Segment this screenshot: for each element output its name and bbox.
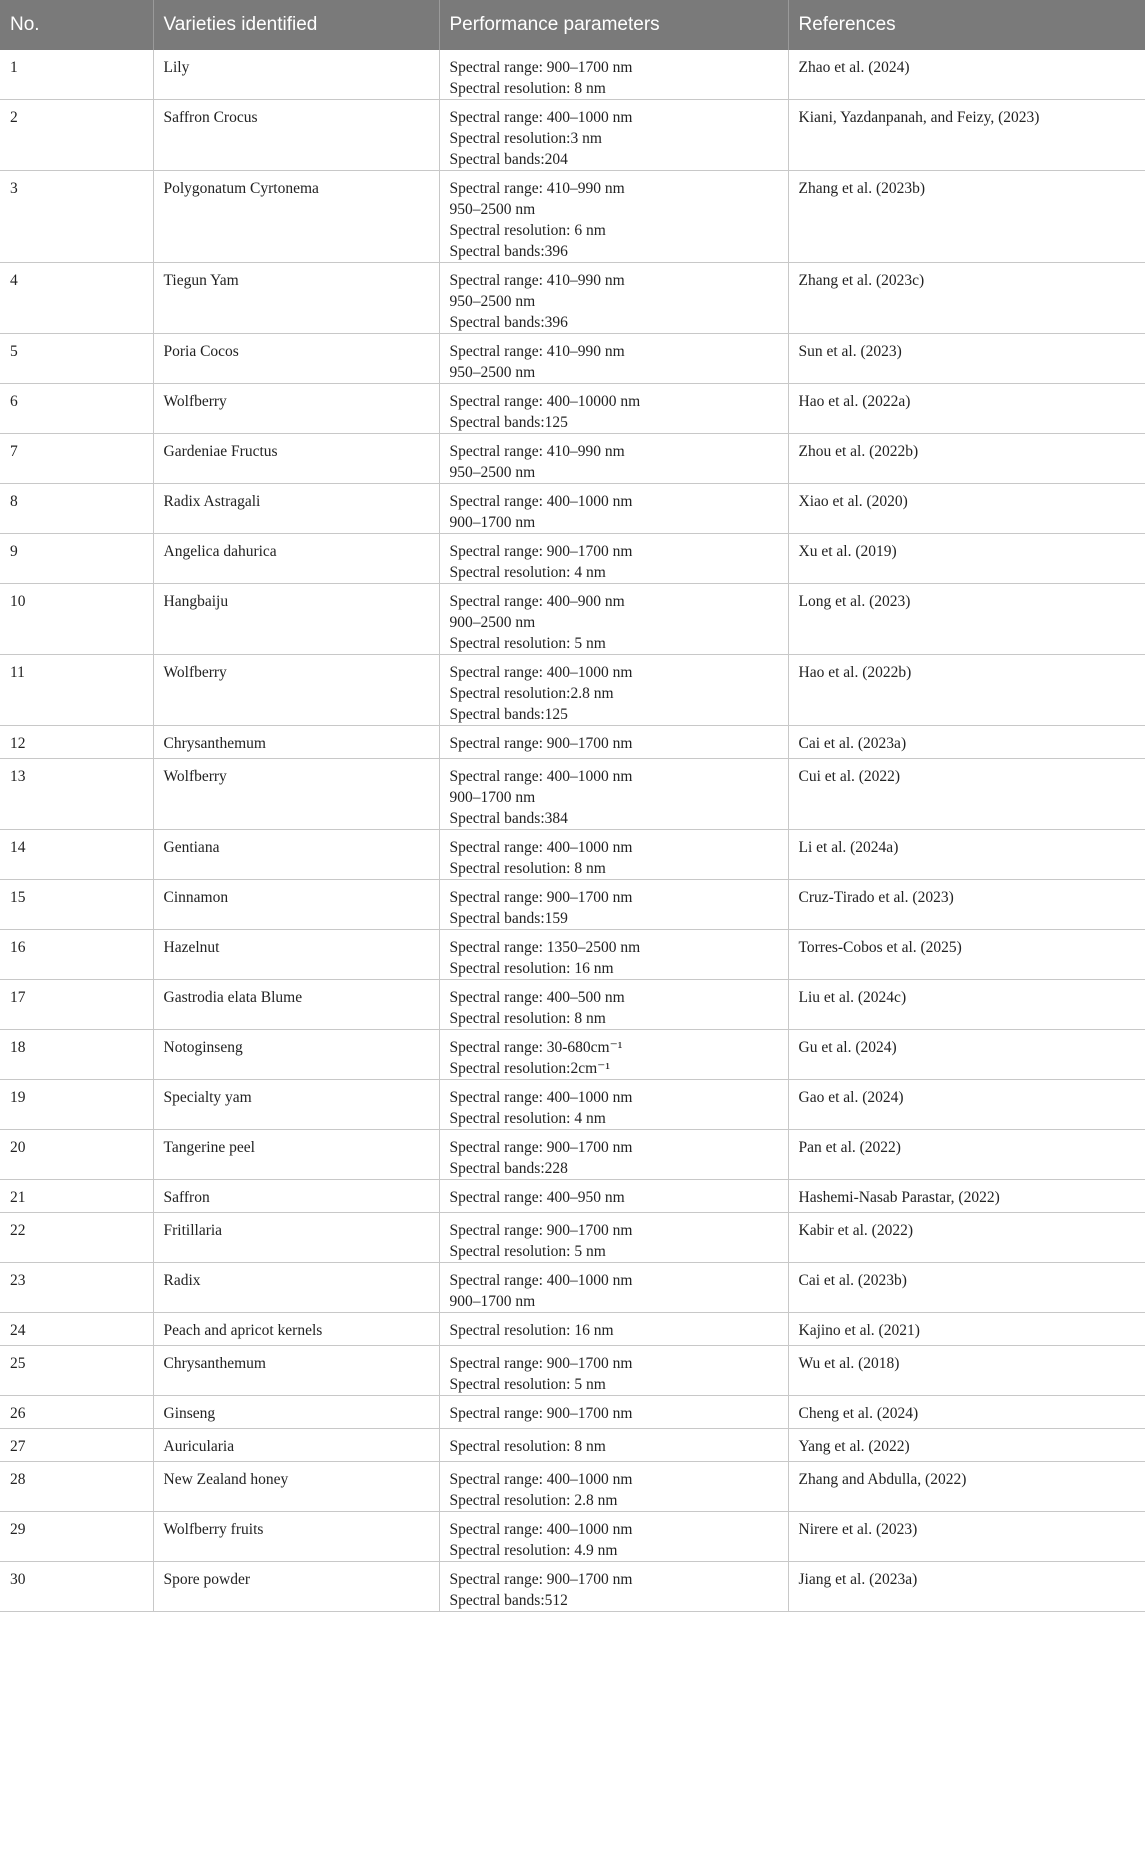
param-line: Spectral range: 1350–2500 nm [449,939,641,956]
cell-no: 14 [0,830,153,880]
cell-reference: Xu et al. (2019) [788,534,1145,584]
header-references: References [788,0,1145,50]
header-params: Performance parameters [439,0,788,50]
param-line: Spectral resolution: 16 nm [449,960,614,977]
cell-variety: Lily [153,50,439,100]
cell-params [439,1429,788,1462]
cell-variety: Cinnamon [153,880,439,930]
cell-variety: Wolfberry fruits [153,1512,439,1562]
cell-reference: Zhang et al. (2023c) [788,263,1145,334]
cell-variety: Angelica dahurica [153,534,439,584]
cell-variety: Notoginseng [153,1030,439,1080]
cell-reference: Nirere et al. (2023) [788,1512,1145,1562]
table-row [0,384,1145,434]
param-line: Spectral resolution: 8 nm [449,80,606,97]
cell-variety: Gastrodia elata Blume [153,980,439,1030]
cell-params [439,334,788,384]
cell-no: 20 [0,1130,153,1180]
header-variety: Varieties identified [153,0,439,50]
param-line: Spectral range: 400–950 nm [449,1189,625,1206]
param-line: 950–2500 nm [449,464,536,481]
cell-variety: Wolfberry [153,384,439,434]
cell-reference: Long et al. (2023) [788,584,1145,655]
cell-no: 11 [0,655,153,726]
param-line: Spectral range: 400–1000 nm [449,109,633,126]
table-row [0,1130,1145,1180]
cell-no: 3 [0,171,153,263]
param-line: Spectral resolution: 6 nm [449,222,606,239]
table-row [0,880,1145,930]
cell-reference: Zhou et al. (2022b) [788,434,1145,484]
cell-no: 27 [0,1429,153,1462]
cell-params [439,1462,788,1512]
cell-reference: Kiani, Yazdanpanah, and Feizy, (2023) [788,100,1145,171]
cell-no: 1 [0,50,153,100]
cell-reference: Hao et al. (2022b) [788,655,1145,726]
param-line: Spectral bands:125 [449,414,568,431]
cell-no: 29 [0,1512,153,1562]
table-row [0,980,1145,1030]
param-line: Spectral range: 400–500 nm [449,989,625,1006]
cell-params [439,171,788,263]
cell-variety: Poria Cocos [153,334,439,384]
param-line: Spectral range: 900–1700 nm [449,1571,633,1588]
table-row [0,655,1145,726]
param-line: Spectral range: 400–1000 nm [449,664,633,681]
cell-variety: Radix Astragali [153,484,439,534]
table-row [0,1462,1145,1512]
cell-params [439,263,788,334]
cell-variety: Polygonatum Cyrtonema [153,171,439,263]
param-line: Spectral range: 400–1000 nm [449,1272,633,1289]
cell-params [439,1263,788,1313]
cell-params [439,1562,788,1612]
cell-params [439,534,788,584]
table-row [0,1313,1145,1346]
cell-reference: Gao et al. (2024) [788,1080,1145,1130]
cell-params [439,1180,788,1213]
table-row [0,171,1145,263]
cell-reference: Cheng et al. (2024) [788,1396,1145,1429]
param-line: Spectral range: 410–990 nm [449,272,625,289]
param-line: 900–1700 nm [449,514,536,531]
param-line: Spectral range: 400–1000 nm [449,1089,633,1106]
cell-params [439,759,788,830]
cell-params [439,584,788,655]
cell-params [439,830,788,880]
param-line: Spectral resolution: 4.9 nm [449,1542,618,1559]
param-line: Spectral resolution:2.8 nm [449,685,614,702]
param-line: Spectral range: 400–1000 nm [449,1521,633,1538]
cell-reference: Zhao et al. (2024) [788,50,1145,100]
param-line: Spectral range: 900–1700 nm [449,1355,633,1372]
table-row [0,1346,1145,1396]
cell-no: 7 [0,434,153,484]
param-line: Spectral bands:159 [449,910,568,927]
cell-reference: Zhang and Abdulla, (2022) [788,1462,1145,1512]
cell-reference: Sun et al. (2023) [788,334,1145,384]
cell-reference: Xiao et al. (2020) [788,484,1145,534]
table-row [0,263,1145,334]
cell-variety: Saffron [153,1180,439,1213]
param-line: 900–2500 nm [449,614,536,631]
cell-reference: Yang et al. (2022) [788,1429,1145,1462]
param-line: Spectral resolution: 2.8 nm [449,1492,618,1509]
table-row [0,334,1145,384]
cell-reference: Hao et al. (2022a) [788,384,1145,434]
param-line: Spectral range: 400–900 nm [449,593,625,610]
param-line: Spectral resolution: 5 nm [449,1243,606,1260]
cell-reference: Li et al. (2024a) [788,830,1145,880]
cell-params [439,1396,788,1429]
cell-reference: Cui et al. (2022) [788,759,1145,830]
cell-reference: Wu et al. (2018) [788,1346,1145,1396]
table-row [0,1396,1145,1429]
cell-no: 16 [0,930,153,980]
param-line: Spectral range: 30-680cm⁻¹ [449,1039,623,1056]
table-row [0,434,1145,484]
cell-no: 28 [0,1462,153,1512]
cell-no: 30 [0,1562,153,1612]
param-line: Spectral resolution: 8 nm [449,860,606,877]
param-line: Spectral resolution: 16 nm [449,1322,614,1339]
cell-no: 8 [0,484,153,534]
table-row [0,1213,1145,1263]
cell-variety: Fritillaria [153,1213,439,1263]
cell-variety: Gardeniae Fructus [153,434,439,484]
table-body [0,50,1145,1612]
param-line: Spectral range: 410–990 nm [449,343,625,360]
cell-reference: Zhang et al. (2023b) [788,171,1145,263]
param-line: Spectral resolution: 8 nm [449,1438,606,1455]
param-line: Spectral resolution: 5 nm [449,1376,606,1393]
table-row [0,726,1145,759]
cell-variety: Chrysanthemum [153,726,439,759]
cell-params [439,1130,788,1180]
cell-variety: Auricularia [153,1429,439,1462]
cell-variety: Specialty yam [153,1080,439,1130]
table-row [0,1263,1145,1313]
table-row [0,50,1145,100]
table-row [0,1512,1145,1562]
param-line: Spectral range: 900–1700 nm [449,1139,633,1156]
cell-no: 22 [0,1213,153,1263]
param-line: Spectral range: 900–1700 nm [449,889,633,906]
param-line: 950–2500 nm [449,364,536,381]
param-line: Spectral bands:204 [449,151,568,168]
cell-no: 17 [0,980,153,1030]
table-row [0,100,1145,171]
table-row [0,1429,1145,1462]
table-row [0,830,1145,880]
cell-variety: Wolfberry [153,655,439,726]
cell-reference: Cruz-Tirado et al. (2023) [788,880,1145,930]
cell-variety: Wolfberry [153,759,439,830]
cell-reference: Hashemi-Nasab Parastar, (2022) [788,1180,1145,1213]
cell-no: 19 [0,1080,153,1130]
param-line: Spectral bands:125 [449,706,568,723]
param-line: Spectral range: 400–1000 nm [449,768,633,785]
cell-reference: Pan et al. (2022) [788,1130,1145,1180]
param-line: Spectral range: 410–990 nm [449,443,625,460]
cell-params [439,1030,788,1080]
table-row [0,759,1145,830]
param-line: Spectral range: 400–1000 nm [449,839,633,856]
cell-reference: Cai et al. (2023a) [788,726,1145,759]
cell-no: 12 [0,726,153,759]
cell-no: 10 [0,584,153,655]
cell-no: 9 [0,534,153,584]
param-line: Spectral range: 400–1000 nm [449,1471,633,1488]
table-row [0,584,1145,655]
param-line: Spectral resolution: 8 nm [449,1010,606,1027]
param-line: Spectral resolution: 4 nm [449,1110,606,1127]
cell-reference: Kajino et al. (2021) [788,1313,1145,1346]
cell-variety: Hazelnut [153,930,439,980]
param-line: Spectral range: 400–1000 nm [449,493,633,510]
cell-variety: Peach and apricot kernels [153,1313,439,1346]
cell-no: 24 [0,1313,153,1346]
cell-params [439,484,788,534]
cell-no: 25 [0,1346,153,1396]
table-row [0,1180,1145,1213]
param-line: 950–2500 nm [449,293,536,310]
param-line: 900–1700 nm [449,789,536,806]
cell-params [439,1346,788,1396]
param-line: Spectral bands:384 [449,810,568,827]
cell-params [439,880,788,930]
table-row [0,930,1145,980]
cell-no: 4 [0,263,153,334]
cell-params [439,1213,788,1263]
cell-no: 26 [0,1396,153,1429]
cell-params [439,726,788,759]
param-line: Spectral range: 900–1700 nm [449,1222,633,1239]
cell-no: 2 [0,100,153,171]
header-no: No. [0,0,153,50]
table-row [0,1030,1145,1080]
param-line: Spectral bands:512 [449,1592,568,1609]
param-line: Spectral bands:228 [449,1160,568,1177]
table-row [0,484,1145,534]
cell-no: 6 [0,384,153,434]
table-header [0,0,1145,50]
cell-params [439,655,788,726]
cell-variety: Saffron Crocus [153,100,439,171]
cell-variety: Tiegun Yam [153,263,439,334]
cell-params [439,1512,788,1562]
cell-variety: Hangbaiju [153,584,439,655]
cell-params [439,930,788,980]
param-line: Spectral resolution:3 nm [449,130,602,147]
cell-variety: Chrysanthemum [153,1346,439,1396]
table-row [0,1080,1145,1130]
param-line: Spectral range: 900–1700 nm [449,1405,633,1422]
param-line: Spectral resolution: 5 nm [449,635,606,652]
cell-variety: Radix [153,1263,439,1313]
param-line: Spectral range: 900–1700 nm [449,735,633,752]
param-line: Spectral range: 410–990 nm [449,180,625,197]
header-row [0,0,1145,50]
cell-params [439,384,788,434]
cell-no: 13 [0,759,153,830]
cell-reference: Kabir et al. (2022) [788,1213,1145,1263]
cell-params [439,1080,788,1130]
param-line: Spectral range: 900–1700 nm [449,59,633,76]
param-line: Spectral range: 400–10000 nm [449,393,641,410]
cell-params [439,100,788,171]
cell-reference: Gu et al. (2024) [788,1030,1145,1080]
table-row [0,534,1145,584]
table-row [0,1562,1145,1612]
cell-no: 21 [0,1180,153,1213]
param-line: Spectral bands:396 [449,243,568,260]
cell-params [439,1313,788,1346]
cell-no: 15 [0,880,153,930]
param-line: Spectral bands:396 [449,314,568,331]
cell-variety: Tangerine peel [153,1130,439,1180]
cell-variety: Ginseng [153,1396,439,1429]
cell-variety: Spore powder [153,1562,439,1612]
param-line: Spectral resolution: 4 nm [449,564,606,581]
param-line: 900–1700 nm [449,1293,536,1310]
cell-no: 5 [0,334,153,384]
param-line: 950–2500 nm [449,201,536,218]
cell-params [439,50,788,100]
param-line: Spectral range: 900–1700 nm [449,543,633,560]
cell-reference: Cai et al. (2023b) [788,1263,1145,1313]
cell-no: 18 [0,1030,153,1080]
cell-no: 23 [0,1263,153,1313]
param-line: Spectral resolution:2cm⁻¹ [449,1060,610,1077]
cell-variety: New Zealand honey [153,1462,439,1512]
cell-reference: Liu et al. (2024c) [788,980,1145,1030]
cell-reference: Jiang et al. (2023a) [788,1562,1145,1612]
cell-reference: Torres-Cobos et al. (2025) [788,930,1145,980]
cell-params [439,434,788,484]
cell-params [439,980,788,1030]
cell-variety: Gentiana [153,830,439,880]
